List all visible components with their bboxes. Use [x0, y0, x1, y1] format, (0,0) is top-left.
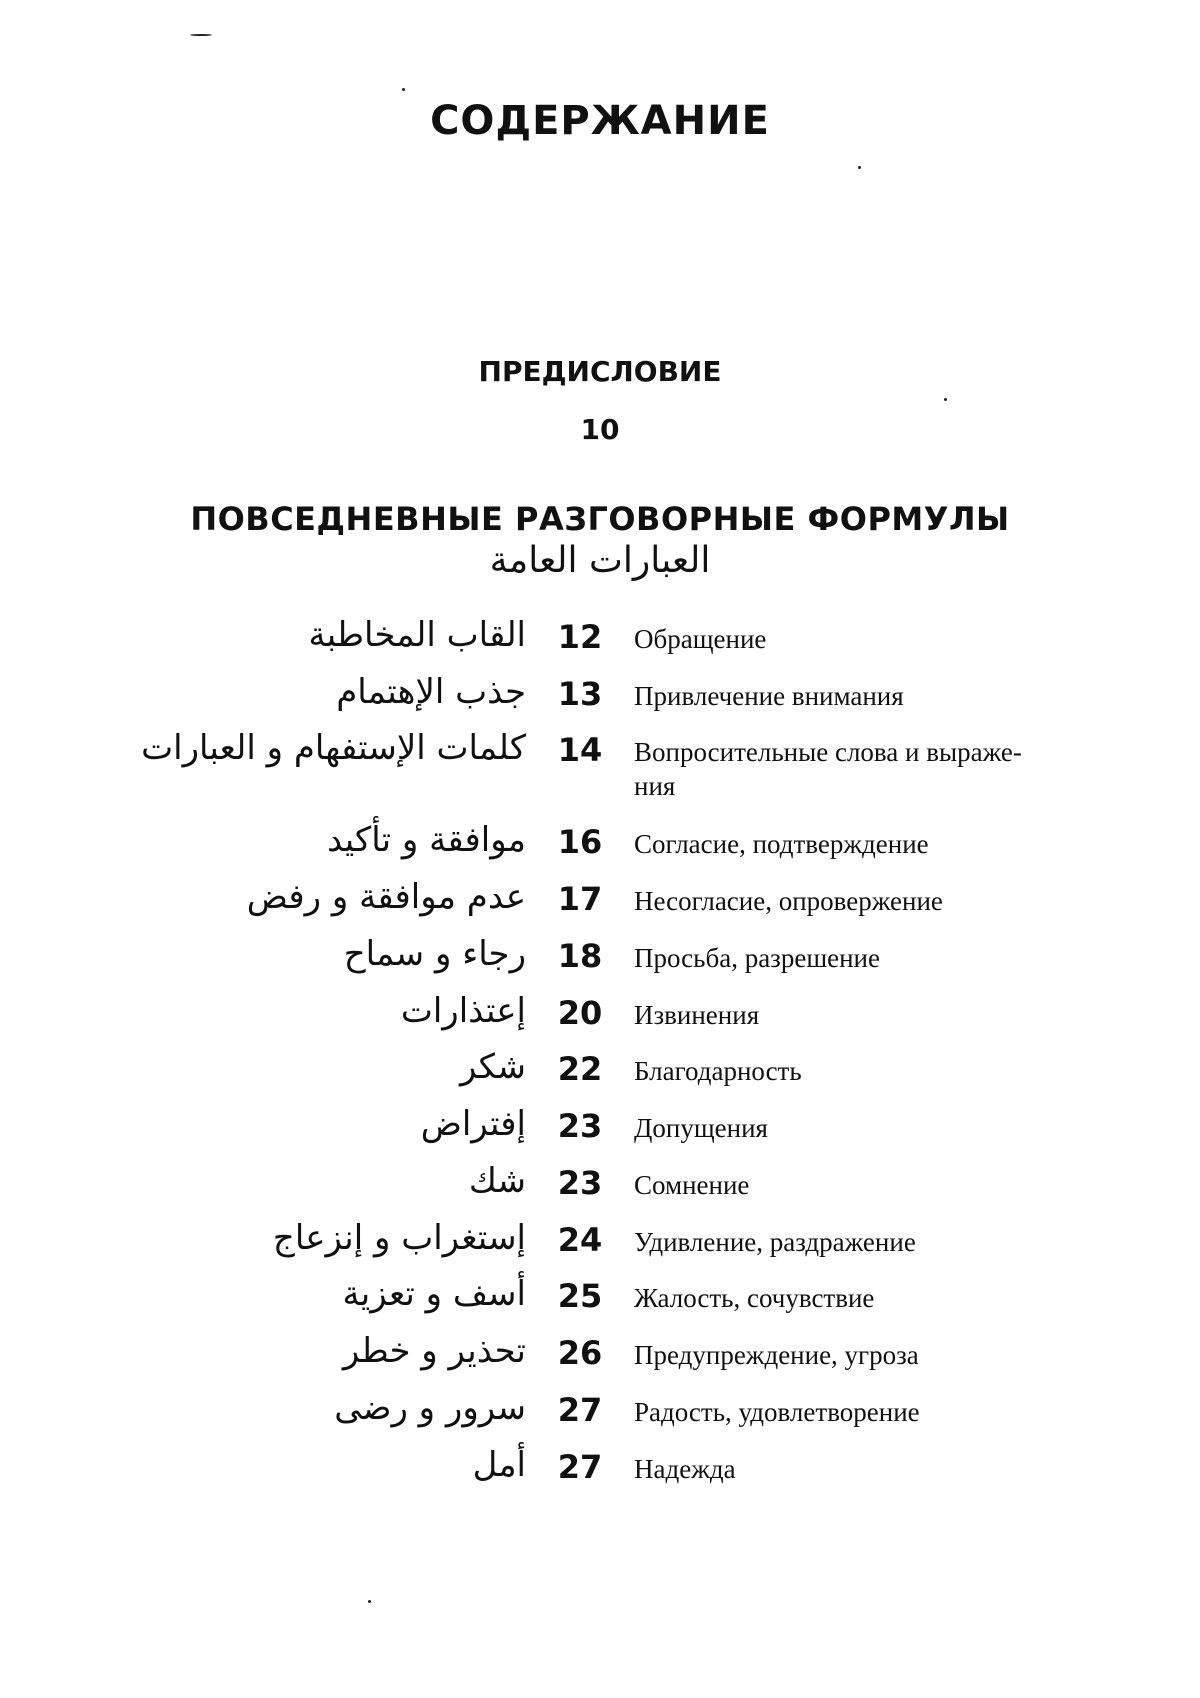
- toc-entry-russian: Предупреждение, угроза: [634, 1340, 919, 1370]
- toc-entry-arabic: كلمات الإستفهام و العبارات: [141, 728, 526, 768]
- toc-entry-page-number: 18: [557, 937, 603, 975]
- toc-entry-page-number: 20: [557, 994, 603, 1032]
- toc-entry-arabic: شك: [468, 1161, 526, 1201]
- toc-entry-arabic: عدم موافقة و رفض: [246, 877, 526, 917]
- toc-entry-arabic: رجاء و سماح: [343, 934, 526, 974]
- toc-entry-page-number: 23: [557, 1107, 603, 1145]
- toc-entry-russian: Сомнение: [634, 1170, 750, 1200]
- scan-speck: [190, 34, 212, 36]
- toc-entry-page-number: 25: [557, 1277, 603, 1315]
- toc-entry-arabic: موافقة و تأكيد: [326, 820, 526, 860]
- toc-entry: [0, 1104, 1200, 1154]
- toc-entry-arabic: سرور و رضى: [334, 1388, 526, 1428]
- toc-entry-arabic: أسف و تعزية: [342, 1274, 526, 1314]
- toc-entry: [0, 1331, 1200, 1381]
- toc-entry: [0, 728, 1200, 801]
- toc-entry-russian: Извинения: [634, 1000, 760, 1030]
- toc-entry-russian: Радость, удовлетворение: [634, 1397, 920, 1427]
- toc-entry: [0, 1161, 1200, 1211]
- preface-page-number: 10: [580, 413, 620, 446]
- page-title: СОДЕРЖАНИЕ: [430, 98, 770, 144]
- scan-speck: [402, 88, 405, 91]
- toc-entry: [0, 877, 1200, 927]
- toc-entry-arabic: شكر: [459, 1047, 526, 1087]
- scan-speck: [858, 166, 861, 169]
- toc-entry-arabic: إستغراب و إنزعاج: [272, 1218, 526, 1258]
- toc-entry: [0, 1047, 1200, 1097]
- scan-speck: [944, 398, 947, 401]
- toc-entry-russian: Допущения: [634, 1113, 768, 1143]
- scan-speck: [368, 1600, 371, 1603]
- toc-entry-russian: Несогласие, опровержение: [634, 886, 943, 916]
- toc-entry-page-number: 26: [557, 1334, 603, 1372]
- toc-entry-russian: Вопросительные слова и выраже- ния: [634, 737, 1022, 801]
- toc-entry-arabic: جذب الإهتمام: [336, 672, 526, 712]
- toc-entry-russian: Просьба, разрешение: [634, 943, 880, 973]
- toc-entry: [0, 615, 1200, 665]
- toc-entry-russian: Благодарность: [634, 1056, 802, 1086]
- toc-entry-arabic: القاب المخاطبة: [308, 615, 526, 655]
- toc-entry-page-number: 27: [557, 1448, 603, 1486]
- toc-entry-page-number: 27: [557, 1391, 603, 1429]
- toc-entry-russian: Привлечение внимания: [634, 681, 904, 711]
- toc-entry: [0, 1388, 1200, 1438]
- toc-entry-russian: Удивление, раздражение: [634, 1227, 916, 1257]
- section-title: ПОВСЕДНЕВНЫЕ РАЗГОВОРНЫЕ ФОРМУЛЫ: [190, 500, 1010, 538]
- toc-entry: [0, 991, 1200, 1041]
- toc-entry-russian: Надежда: [634, 1454, 736, 1484]
- toc-entry-page-number: 14: [557, 731, 603, 769]
- toc-entry-page-number: 12: [557, 618, 603, 656]
- toc-entry-arabic: تحذير و خطر: [342, 1331, 526, 1371]
- preface-title: ПРЕДИСЛОВИЕ: [478, 355, 722, 388]
- toc-entry-russian: Жалость, сочувствие: [634, 1283, 875, 1313]
- toc-entry: [0, 1218, 1200, 1268]
- toc-entry-page-number: 23: [557, 1164, 603, 1202]
- toc-entry-page-number: 24: [557, 1221, 603, 1259]
- toc-entry-page-number: 22: [557, 1050, 603, 1088]
- toc-entry: [0, 934, 1200, 984]
- toc-entry-page-number: 17: [557, 880, 603, 918]
- toc-entry-page-number: 16: [557, 823, 603, 861]
- toc-entry-russian: Обращение: [634, 624, 767, 654]
- toc-entry: [0, 1274, 1200, 1324]
- toc-entry-arabic: إعتذارات: [400, 991, 526, 1031]
- section-arabic-title: العبارات العامة: [489, 540, 711, 581]
- toc-entry-arabic: أمل: [472, 1445, 526, 1485]
- toc-entry-russian: Согласие, подтверждение: [634, 829, 929, 859]
- toc-entry: [0, 820, 1200, 870]
- toc-entry-arabic: إفتراض: [420, 1104, 526, 1144]
- toc-entry: [0, 1445, 1200, 1495]
- toc-entry: [0, 672, 1200, 722]
- toc-entry-page-number: 13: [557, 675, 603, 713]
